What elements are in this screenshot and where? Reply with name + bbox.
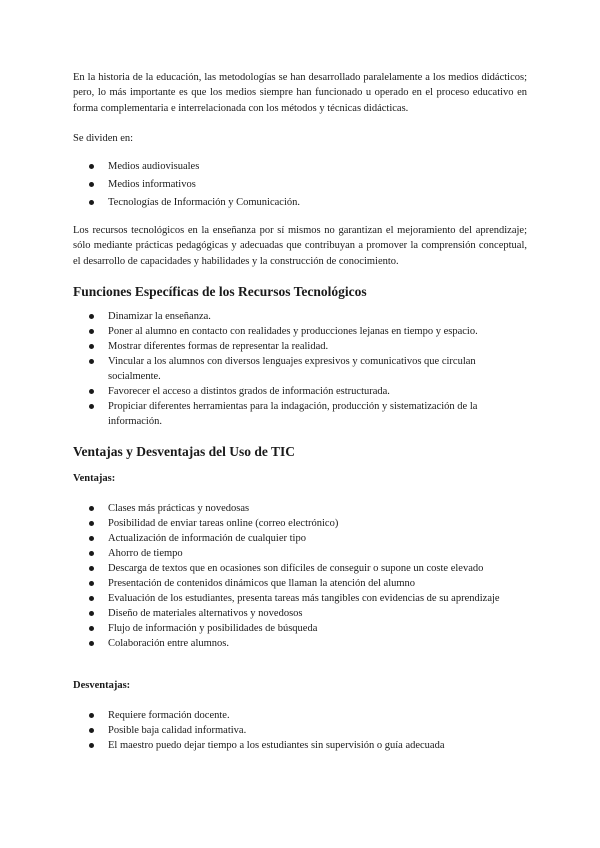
list-item: Colaboración entre alumnos. [73, 636, 527, 651]
bullet-icon [89, 581, 94, 586]
bullet-icon [89, 404, 94, 409]
list-item: Requiere formación docente. [73, 708, 527, 723]
list-item: Posibilidad de enviar tareas online (correo electrónico) [73, 516, 527, 531]
bullet-icon [89, 359, 94, 364]
bullet-icon [89, 566, 94, 571]
list-item: Propiciar diferentes herramientas para la indagación, producción y sistematización de la información. [73, 399, 527, 429]
list-item: Flujo de información y posibilidades de búsqueda [73, 621, 527, 636]
list-item: Ahorro de tiempo [73, 546, 527, 561]
bullet-icon [89, 182, 94, 187]
list-item: Favorecer el acceso a distintos grados de información estructurada. [73, 384, 527, 399]
list-item: Medios informativos [73, 177, 527, 192]
list-item: Posible baja calidad informativa. [73, 723, 527, 738]
list-item: Diseño de materiales alternativos y novedosos [73, 606, 527, 621]
advantages-list [73, 501, 527, 651]
list-item: Tecnologías de Información y Comunicación. [73, 195, 527, 210]
list-item: Presentación de contenidos dinámicos que llaman la atención del alumno [73, 576, 527, 591]
resources-paragraph: Los recursos tecnológicos en la enseñanza por sí mismos no garantizan el mejoramiento del aprendizaje; sólo mediante prácticas pedagógicas y adecuadas que contribuyan a promover la comprensión conceptual, el desarrollo de capacidades y habilidades y la construcción de conocimiento. [73, 225, 527, 267]
list-item: Dinamizar la enseñanza. [73, 309, 527, 324]
bullet-icon [89, 641, 94, 646]
bullet-icon [89, 611, 94, 616]
bullet-icon [89, 329, 94, 334]
bullet-icon [89, 626, 94, 631]
advantages-label: Ventajas: [73, 473, 116, 485]
list-item: Vincular a los alumnos con diversos lenguajes expresivos y comunicativos que circulan socialmente. [73, 354, 527, 384]
functions-heading: Funciones Específicas de los Recursos Tecnológicos [73, 284, 367, 300]
list-item: Descarga de textos que en ocasiones son difíciles de conseguir o supone un coste elevado [73, 561, 527, 576]
tic-heading: Ventajas y Desventajas del Uso de TIC [73, 444, 296, 460]
bullet-icon [89, 506, 94, 511]
bullet-icon [89, 713, 94, 718]
media-types-list [73, 159, 527, 210]
bullet-icon [89, 521, 94, 526]
list-item: Medios audiovisuales [73, 159, 527, 174]
list-item: El maestro puedo dejar tiempo a los estudiantes sin supervisión o guía adecuada [73, 738, 527, 753]
bullet-icon [89, 596, 94, 601]
disadvantages-label: Desventajas: [73, 680, 131, 692]
bullet-icon [89, 200, 94, 205]
bullet-icon [89, 314, 94, 319]
list-item: Evaluación de los estudiantes, presenta tareas más tangibles con evidencias de su aprendizaje [73, 591, 527, 606]
list-item: Poner al alumno en contacto con realidades y producciones lejanas en tiempo y espacio. [73, 324, 527, 339]
list-item: Actualización de información de cualquier tipo [73, 531, 527, 546]
bullet-icon [89, 536, 94, 541]
bullet-icon [89, 551, 94, 556]
bullet-icon [89, 743, 94, 748]
divide-label: Se dividen en: [73, 132, 134, 144]
list-item: Clases más prácticas y novedosas [73, 501, 527, 516]
list-item: Mostrar diferentes formas de representar la realidad. [73, 339, 527, 354]
intro-paragraph: En la historia de la educación, las metodologías se han desarrollado paralelamente a los medios didácticos; pero, lo más importante es que los medios siempre han funcionado u operado en el proceso educativo en forma complementaria e interrelacionada con los métodos y técnicas didácticas. [73, 72, 527, 114]
bullet-icon [89, 164, 94, 169]
bullet-icon [89, 389, 94, 394]
bullet-icon [89, 728, 94, 733]
functions-list [73, 309, 527, 429]
bullet-icon [89, 344, 94, 349]
disadvantages-list [73, 708, 527, 753]
